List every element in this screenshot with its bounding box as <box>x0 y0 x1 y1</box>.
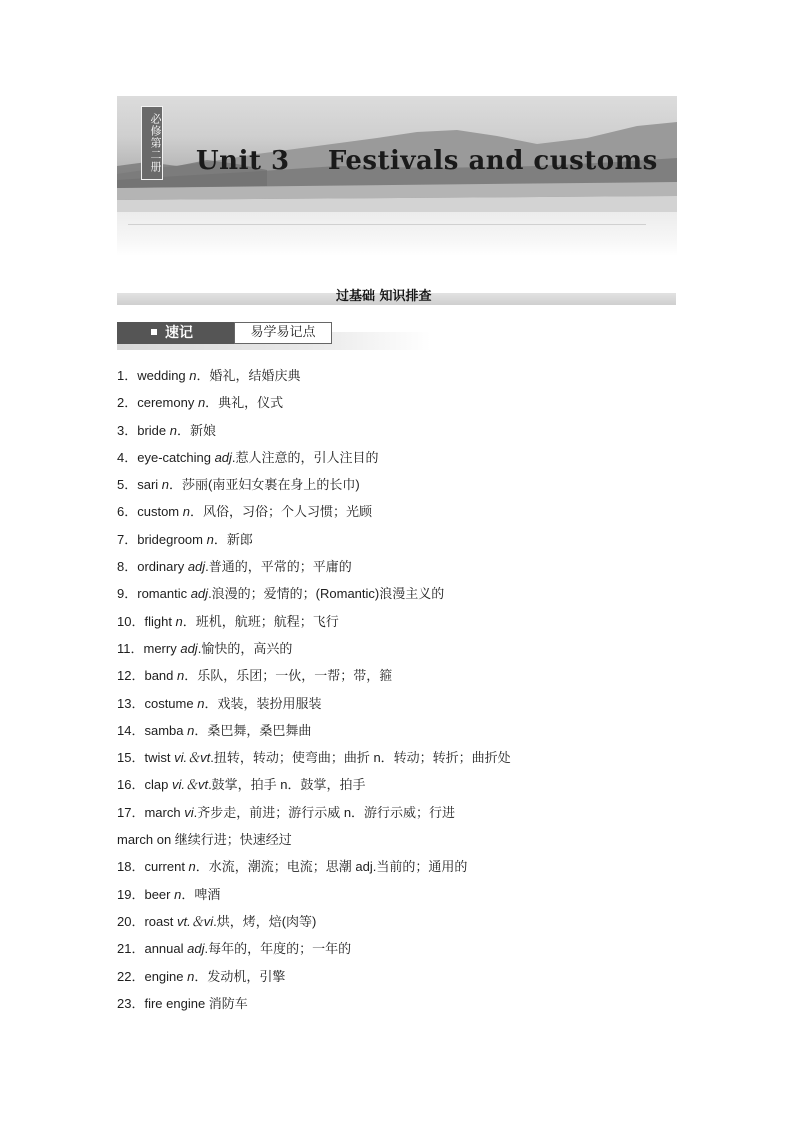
vocab-word: romantic <box>137 586 191 602</box>
vocab-item <box>117 881 717 908</box>
vocab-number: 13． <box>117 695 145 711</box>
book-volume-tab: 必修第二册 <box>141 106 163 180</box>
vocab-number: 2． <box>117 395 138 411</box>
vocab-definition: ．新郎 <box>213 531 253 547</box>
vocab-word: bride <box>137 422 170 438</box>
vocab-number: 1． <box>117 368 138 383</box>
vocab-word: merry <box>143 640 181 656</box>
vocab-item <box>117 717 717 744</box>
vocab-number: 4． <box>117 449 138 465</box>
vocab-definition: ．戏装，装扮用服装 <box>204 695 322 711</box>
vocab-word: twist <box>144 750 175 766</box>
vocab-part-of-speech: n <box>182 504 190 520</box>
vocab-part-of-speech: n <box>189 368 197 383</box>
vocab-word: costume <box>144 695 198 711</box>
vocab-item <box>117 553 717 580</box>
vocab-number: 7． <box>117 531 138 547</box>
vocab-number: 22． <box>117 968 145 984</box>
vocab-part-of-speech: vt.＆vi <box>176 913 214 929</box>
vocab-word: band <box>144 668 178 684</box>
vocab-item <box>117 990 717 1017</box>
vocab-part-of-speech: vi <box>184 804 194 820</box>
vocab-definition: ．乐队，乐团；一伙，一帮；带，箍 <box>184 668 393 684</box>
vocab-part-of-speech: n <box>169 422 177 438</box>
vocab-item <box>117 826 717 853</box>
vocab-definition: ．发动机，引擎 <box>194 968 286 984</box>
vocab-part-of-speech: vi.＆vt <box>174 750 211 766</box>
vocab-definition: .鼓掌，拍手 n．鼓掌，拍手 <box>208 777 366 793</box>
vocab-word: sari <box>137 477 162 493</box>
vocab-number: 19． <box>117 886 145 902</box>
vocab-part-of-speech: adj <box>187 941 205 957</box>
vocab-item <box>117 963 717 990</box>
vocab-number: 3． <box>117 422 138 438</box>
vocab-item <box>117 498 717 525</box>
vocab-definition: .愉快的，高兴的 <box>197 640 293 656</box>
vocab-definition: ．风俗，习俗；个人习惯；光顾 <box>189 504 372 520</box>
vocab-part-of-speech: n <box>174 886 182 902</box>
vocab-number: 11． <box>117 640 144 656</box>
vocab-part-of-speech: n <box>206 531 214 547</box>
vocab-definition: ．班机，航班；航程；飞行 <box>182 613 339 629</box>
vocab-item <box>117 908 717 935</box>
vocab-word: march on 继续行进；快速经过 <box>117 832 292 848</box>
vocab-word: custom <box>137 504 183 520</box>
vocab-definition: .烘，烤，焙(肉等) <box>213 913 317 929</box>
vocab-word: beer <box>144 886 175 902</box>
vocab-part-of-speech: n <box>197 395 206 411</box>
vocab-part-of-speech: adj <box>180 640 198 656</box>
banner-divider <box>128 224 646 225</box>
vocab-word: samba <box>144 722 188 738</box>
vocab-number: 5． <box>117 477 138 493</box>
vocab-part-of-speech: adj <box>190 586 209 602</box>
label-easy-points: 易学易记点 <box>234 322 332 344</box>
vocab-definition: .惹人注意的，引人注目的 <box>231 449 379 465</box>
vocab-definition: ．新娘 <box>177 422 217 438</box>
vocab-part-of-speech: n <box>177 668 185 684</box>
vocab-item <box>117 417 717 444</box>
vocab-item <box>117 389 717 416</box>
vocab-definition: .每年的，年度的；一年的 <box>204 941 352 957</box>
banner-shadow <box>117 212 677 256</box>
vocab-part-of-speech: n <box>197 695 205 711</box>
vocab-item <box>117 935 717 962</box>
vocab-word: wedding <box>137 368 190 383</box>
vocab-definition: .普通的，平常的；平庸的 <box>205 559 352 575</box>
vocab-definition: ．典礼，仪式 <box>205 395 284 411</box>
vocab-item <box>117 580 717 607</box>
vocab-part-of-speech: n <box>187 722 195 738</box>
vocab-number: 8． <box>117 559 138 575</box>
vocab-word: roast <box>144 913 177 929</box>
vocab-definition: ．啤酒 <box>181 886 221 902</box>
vocab-item <box>117 662 717 689</box>
vocab-number: 16． <box>117 777 145 793</box>
vocab-word: fire engine 消防车 <box>144 995 248 1011</box>
vocab-word: current <box>144 859 189 875</box>
vocab-word: bridegroom <box>137 531 207 547</box>
vocab-part-of-speech: n <box>175 613 183 629</box>
vocab-item <box>117 771 717 798</box>
vocab-number: 12． <box>117 668 145 684</box>
vocab-definition: .齐步走，前进；游行示威 n．游行示威；行进 <box>193 804 456 820</box>
vocab-word: eye-catching <box>137 449 215 465</box>
vocab-number: 21． <box>117 941 145 957</box>
vocab-definition: .扭转，转动；使弯曲；曲折 n．转动；转折；曲折处 <box>210 750 511 766</box>
vocab-word: engine <box>144 968 188 984</box>
vocab-item <box>117 608 717 635</box>
vocab-item <box>117 744 717 771</box>
vocab-number: 17． <box>117 804 145 820</box>
vocab-number: 14． <box>117 722 145 738</box>
vocab-word: annual <box>144 941 188 957</box>
vocab-part-of-speech: adj <box>187 559 206 575</box>
vocab-part-of-speech: vi.＆vt <box>171 777 209 793</box>
vocab-number: 9． <box>117 586 138 602</box>
vocab-part-of-speech: n <box>161 477 170 493</box>
vocab-number: 15． <box>117 750 145 766</box>
vocab-definition: ．桑巴舞，桑巴舞曲 <box>194 722 312 738</box>
vocab-word: ceremony <box>137 395 198 411</box>
vocab-part-of-speech: adj <box>214 449 232 465</box>
vocab-definition: ．水流，潮流；电流；思潮 adj.当前的；通用的 <box>195 859 468 875</box>
label-quick-notes-text: 速记 <box>165 325 193 341</box>
vocab-item <box>117 471 717 498</box>
vocab-item <box>117 690 717 717</box>
vocab-number: 10． <box>117 613 145 629</box>
vocab-part-of-speech: n <box>188 859 196 875</box>
vocab-definition: ．婚礼，结婚庆典 <box>196 368 301 383</box>
vocab-number: 20． <box>117 913 145 929</box>
vocab-definition: ．莎丽(南亚妇女裹在身上的长巾) <box>169 477 360 493</box>
vocab-item <box>117 444 717 471</box>
vocab-item <box>117 526 717 553</box>
vocab-number: 23． <box>117 995 145 1011</box>
vocab-item <box>117 799 717 826</box>
vocab-word: march <box>144 804 185 820</box>
vocab-item <box>117 362 717 389</box>
vocab-number: 6． <box>117 504 138 520</box>
vocab-word: flight <box>144 613 176 629</box>
label-quick-notes <box>117 322 234 344</box>
vocabulary-list <box>117 362 717 1017</box>
vocab-word: ordinary <box>137 559 188 575</box>
vocab-word: clap <box>144 777 172 793</box>
unit-title: Unit 3 Festivals and customs <box>196 146 658 176</box>
section-title: 过基础 知识排查 <box>336 289 432 304</box>
vocab-item <box>117 853 717 880</box>
vocab-part-of-speech: n <box>187 968 195 984</box>
vocab-definition: .浪漫的；爱情的；(Romantic)浪漫主义的 <box>208 586 445 602</box>
vocab-item <box>117 635 717 662</box>
vocab-number: 18． <box>117 859 145 875</box>
square-bullet-icon <box>151 329 157 335</box>
